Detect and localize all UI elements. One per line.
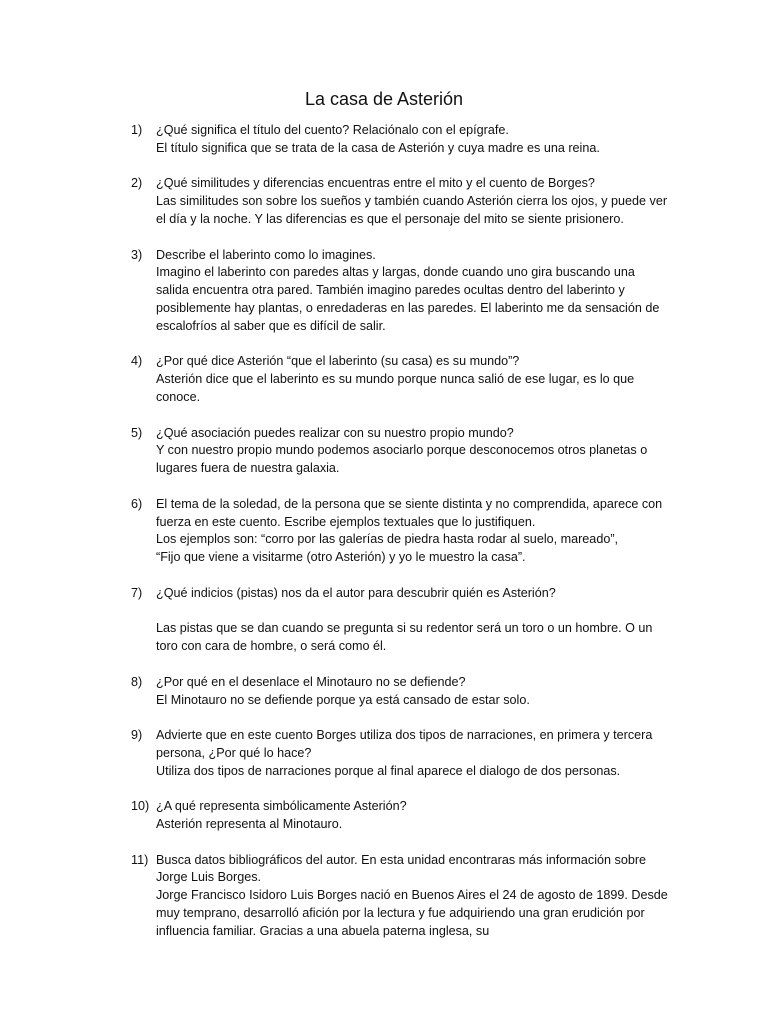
question-list <box>131 122 671 941</box>
question-item <box>131 496 671 567</box>
question-number: 1) <box>131 123 143 137</box>
answer-text: El título significa que se trata de la casa de Asterión y cuya madre es una reina. <box>156 140 600 155</box>
item-spacer <box>131 407 671 425</box>
item-spacer <box>131 834 671 852</box>
answer-text: El Minotauro no se defiende porque ya está cansado de estar solo. <box>156 692 530 707</box>
item-spacer <box>131 656 671 674</box>
question-item <box>131 674 671 710</box>
question-item <box>131 798 671 834</box>
question-item <box>131 727 671 780</box>
question-text: Advierte que en este cuento Borges utiliza dos tipos de narraciones, en primera y tercera persona, ¿Por qué lo hace? <box>156 728 653 760</box>
question-number: 5) <box>131 425 143 440</box>
item-spacer <box>131 478 671 496</box>
question-number: 10) <box>131 799 150 814</box>
question-number: 9) <box>131 728 143 743</box>
answer-text: Las pistas que se dan cuando se pregunta si su redentor será un toro o un hombre. O un toro con cara de hombre, o será como él. <box>156 621 653 654</box>
question-number: 7) <box>131 585 143 600</box>
question-item <box>131 425 671 478</box>
question-text: ¿Qué asociación puedes realizar con su nuestro propio mundo? <box>156 425 514 440</box>
answer-text: Jorge Francisco Isidoro Luis Borges nació en Buenos Aires el 24 de agosto de 1899. Desde muy temprano, desarrolló afición por la lectura y fue adquiriendo una gran erudición por influencia familiar. Gracias a una abuela paterna inglesa, su <box>156 888 668 938</box>
question-text: ¿Por qué dice Asterión “que el laberinto (su casa) es su mundo”? <box>156 354 520 369</box>
question-item <box>131 122 671 158</box>
item-spacer <box>131 567 671 585</box>
question-text: ¿Por qué en el desenlace el Minotauro no se defiende? <box>156 674 466 689</box>
question-text: El tema de la soledad, de la persona que se siente distinta y no comprendida, aparece con fuerza en este cuento. Escribe ejemplos textuales que lo justifiquen. <box>156 496 663 529</box>
question-number: 4) <box>131 354 143 369</box>
item-spacer <box>131 229 671 247</box>
question-number: 2) <box>131 176 143 191</box>
item-spacer <box>131 780 671 798</box>
question-number: 6) <box>131 496 143 511</box>
question-item <box>131 585 671 656</box>
document-title: La casa de Asterión <box>304 89 464 109</box>
answer-text: Las similitudes son sobre los sueños y también cuando Asterión cierra los ojos, y puede ver el día y la noche. Y las diferencias es que el personaje del mito se siente prisionero. <box>156 194 668 226</box>
answer-text: Asterión dice que el laberinto es su mundo porque nunca salió de ese lugar, es lo que conoce. <box>156 372 635 404</box>
question-text: Busca datos bibliográficos del autor. En esta unidad encontraras más información sobre Jorge Luis Borges. <box>156 852 647 885</box>
question-item <box>131 175 671 228</box>
item-spacer <box>131 336 671 354</box>
question-text: ¿Qué similitudes y diferencias encuentras entre el mito y el cuento de Borges? <box>156 176 595 191</box>
answer-text: Y con nuestro propio mundo podemos asociarlo porque desconocemos otros planetas o lugares fuera de nuestra galaxia. <box>156 443 648 476</box>
blank-line <box>156 603 671 621</box>
question-text: ¿A qué representa simbólicamente Asterión? <box>156 799 407 814</box>
question-item <box>131 353 671 406</box>
question-number: 3) <box>131 247 143 262</box>
question-text: Describe el laberinto como lo imagines. <box>156 247 376 262</box>
question-text: ¿Qué indicios (pistas) nos da el autor para descubrir quién es Asterión? <box>156 585 556 600</box>
question-item <box>131 852 671 941</box>
answer-text: Asterión representa al Minotauro. <box>156 817 343 832</box>
question-number: 8) <box>131 674 143 689</box>
question-text: ¿Qué significa el título del cuento? Relaciónalo con el epígrafe. <box>156 123 509 137</box>
item-spacer <box>131 158 671 176</box>
answer-text: Imagino el laberinto con paredes altas y largas, donde cuando uno gira buscando una salida encuentra otra pared. También imagino paredes ocultas dentro del laberinto y posiblemente hay plantas, o enredaderas en las paredes. El laberinto me da sensación de escalofríos al saber que es difícil de salir. <box>156 265 660 333</box>
item-spacer <box>131 709 671 727</box>
answer-text: Los ejemplos son: “corro por las galerías de piedra hasta rodar al suelo, mareado”, <box>156 532 619 547</box>
answer-text: Utiliza dos tipos de narraciones porque al final aparece el dialogo de dos personas. <box>156 763 621 778</box>
answer-text: “Fijo que viene a visitarme (otro Asterión) y yo le muestro la casa”. <box>156 550 526 565</box>
question-number: 11) <box>131 852 149 867</box>
question-item <box>131 247 671 336</box>
